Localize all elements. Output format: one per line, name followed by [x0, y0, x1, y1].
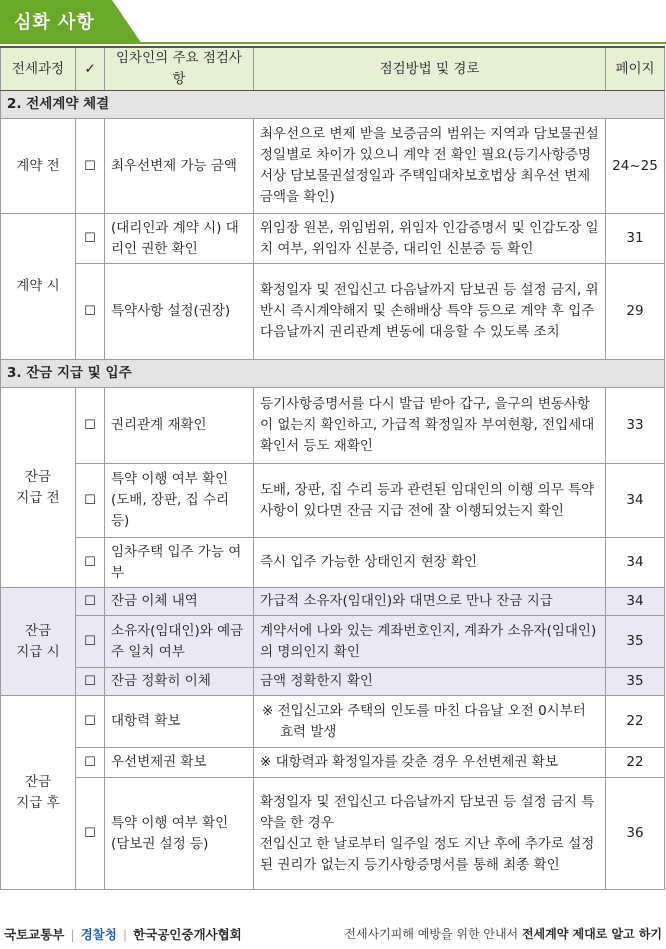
method-cell: 계약서에 나와 있는 계좌번호인지, 계좌가 소유자(임대인)의 명의인지 확인: [254, 616, 606, 668]
item-cell: 잔금 정확히 이체: [105, 668, 254, 696]
stage-cell: 잔금 지급 시: [1, 588, 76, 696]
item-cell: 임차주택 입주 가능 여부: [105, 538, 254, 588]
item-cell: 특약 이행 여부 확인 (담보권 설정 등): [105, 778, 254, 890]
stage-cell: 계약 시: [1, 214, 76, 360]
method-cell: [254, 778, 606, 890]
method-cell: 가급적 소유자(임대인)와 대면으로 만나 잔금 지급: [254, 588, 606, 616]
item-cell: 잔금 이체 내역: [105, 588, 254, 616]
method-cell: 등기사항증명서를 다시 발급 받아 갑구, 을구의 변동사항이 없는지 확인하고, 가급적 확정일자 부여현황, 전입세대 확인서 등도 재확인: [254, 388, 606, 464]
table-row: [1, 538, 665, 588]
footer-guide: [344, 925, 662, 942]
table-row: [1, 264, 665, 360]
section-tab: [0, 0, 666, 44]
method-cell: 도배, 장판, 집 수리 등과 관련된 임대인의 이행 의무 특약사항이 있다면 잔금 지급 전에 잘 이행되었는지 확인: [254, 464, 606, 538]
org-realtors: 한국공인중개사협회: [133, 927, 242, 942]
page-cell: 24~25: [606, 119, 665, 214]
page-cell: 22: [606, 696, 665, 748]
section-title: 3. 잔금 지급 및 입주: [1, 360, 665, 388]
page-cell: 34: [606, 588, 665, 616]
item-cell: 소유자(임대인)와 예금주 일치 여부: [105, 616, 254, 668]
footer: [0, 917, 666, 949]
item-cell: 대항력 확보: [105, 696, 254, 748]
method-cell: [254, 696, 606, 748]
stage-cell: 계약 전: [1, 119, 76, 214]
org-police: 경찰청: [80, 927, 117, 942]
checkbox[interactable]: ☐: [76, 748, 105, 778]
method-cell: ※ 대항력과 확정일자를 갖춘 경우 우선변제권 확보: [254, 748, 606, 778]
table-row: [1, 778, 665, 890]
guide-title: 전세계약 제대로 알고 하기: [521, 927, 662, 941]
checkbox[interactable]: ☐: [76, 388, 105, 464]
stage-cell: 잔금 지급 전: [1, 388, 76, 588]
checkbox[interactable]: ☐: [76, 538, 105, 588]
table-row: [1, 748, 665, 778]
table-row: [1, 464, 665, 538]
checkbox[interactable]: ☐: [76, 778, 105, 890]
section-row: [1, 360, 665, 388]
method-cell: 금액 정확한지 확인: [254, 668, 606, 696]
item-cell: 최우선변제 가능 금액: [105, 119, 254, 214]
method-cell: 최우선으로 변제 받을 보증금의 범위는 지역과 담보물권설정일별로 차이가 있으니 계약 전 확인 필요(등기사항증명서상 담보물권설정일과 주택임대차보호법상 최우선 변제금액을 확인): [254, 119, 606, 214]
org-molit: 국토교통부: [4, 927, 65, 942]
checklist-table: [0, 46, 665, 890]
method-line-1: 확정일자 및 전입신고 다음날까지 담보권 등 설정 금지 특약을 한 경우: [260, 793, 595, 831]
method-note: ※ 전입신고와 주택의 인도를 마친 다음날 오전 0시부터 효력 발생: [262, 702, 586, 740]
table-row: [1, 388, 665, 464]
page-cell: 34: [606, 464, 665, 538]
page-cell: 34: [606, 538, 665, 588]
footer-separator: |: [70, 927, 75, 942]
item-cell: 우선변제권 확보: [105, 748, 254, 778]
guide-prefix: 전세사기피해 예방을 위한 안내서: [344, 927, 519, 941]
page-cell: 22: [606, 748, 665, 778]
header-check: ✓: [76, 47, 105, 91]
header-item: 임차인의 주요 점검사항: [105, 47, 254, 91]
page-cell: 29: [606, 264, 665, 360]
method-cell: 확정일자 및 전입신고 다음날까지 담보권 등 설정 금지, 위반시 즉시계약해지 및 손해배상 특약 등으로 계약 후 입주 다음날까지 권리관계 변동에 대응할 수 있도록 조치: [254, 264, 606, 360]
footer-separator: |: [122, 927, 128, 942]
footer-orgs: [4, 925, 242, 943]
page-cell: 33: [606, 388, 665, 464]
checkbox[interactable]: ☐: [76, 464, 105, 538]
checkbox[interactable]: ☐: [76, 668, 105, 696]
table-row: [1, 214, 665, 264]
section-row: [1, 91, 665, 119]
page-cell: 35: [606, 616, 665, 668]
page-cell: 31: [606, 214, 665, 264]
checkbox[interactable]: ☐: [76, 264, 105, 360]
header-row: [1, 47, 665, 91]
stage-cell: 잔금 지급 후: [1, 696, 76, 890]
method-cell: 위임장 원본, 위임범위, 위임자 인감증명서 및 인감도장 일치 여부, 위임자 신분증, 대리인 신분증 등 확인: [254, 214, 606, 264]
method-line-2: 전입신고 한 날로부터 일주일 정도 지난 후에 추가로 설정된 권리가 없는지 등기사항증명서를 통해 최종 확인: [260, 835, 595, 873]
header-page: 페이지: [606, 47, 665, 91]
checkbox[interactable]: ☐: [76, 214, 105, 264]
checkbox[interactable]: ☐: [76, 696, 105, 748]
header-method: 점검방법 및 경로: [254, 47, 606, 91]
page-cell: 35: [606, 668, 665, 696]
checkbox[interactable]: ☐: [76, 119, 105, 214]
item-cell: 특약 이행 여부 확인 (도배, 장판, 집 수리 등): [105, 464, 254, 538]
tab-underline: [0, 42, 666, 44]
table-row: [1, 696, 665, 748]
page-cell: 36: [606, 778, 665, 890]
item-cell: 특약사항 설정(권장): [105, 264, 254, 360]
table-row: [1, 616, 665, 668]
table-row: [1, 119, 665, 214]
header-stage: 전세과정: [1, 47, 76, 91]
section-title: 2. 전세계약 체결: [1, 91, 665, 119]
method-cell: 즉시 입주 가능한 상태인지 현장 확인: [254, 538, 606, 588]
tab-title: 심화 사항: [14, 12, 95, 33]
checkbox[interactable]: ☐: [76, 616, 105, 668]
table-row: [1, 668, 665, 696]
item-cell: (대리인과 계약 시) 대리인 권한 확인: [105, 214, 254, 264]
table-row: [1, 588, 665, 616]
item-cell: 권리관계 재확인: [105, 388, 254, 464]
checkbox[interactable]: ☐: [76, 588, 105, 616]
